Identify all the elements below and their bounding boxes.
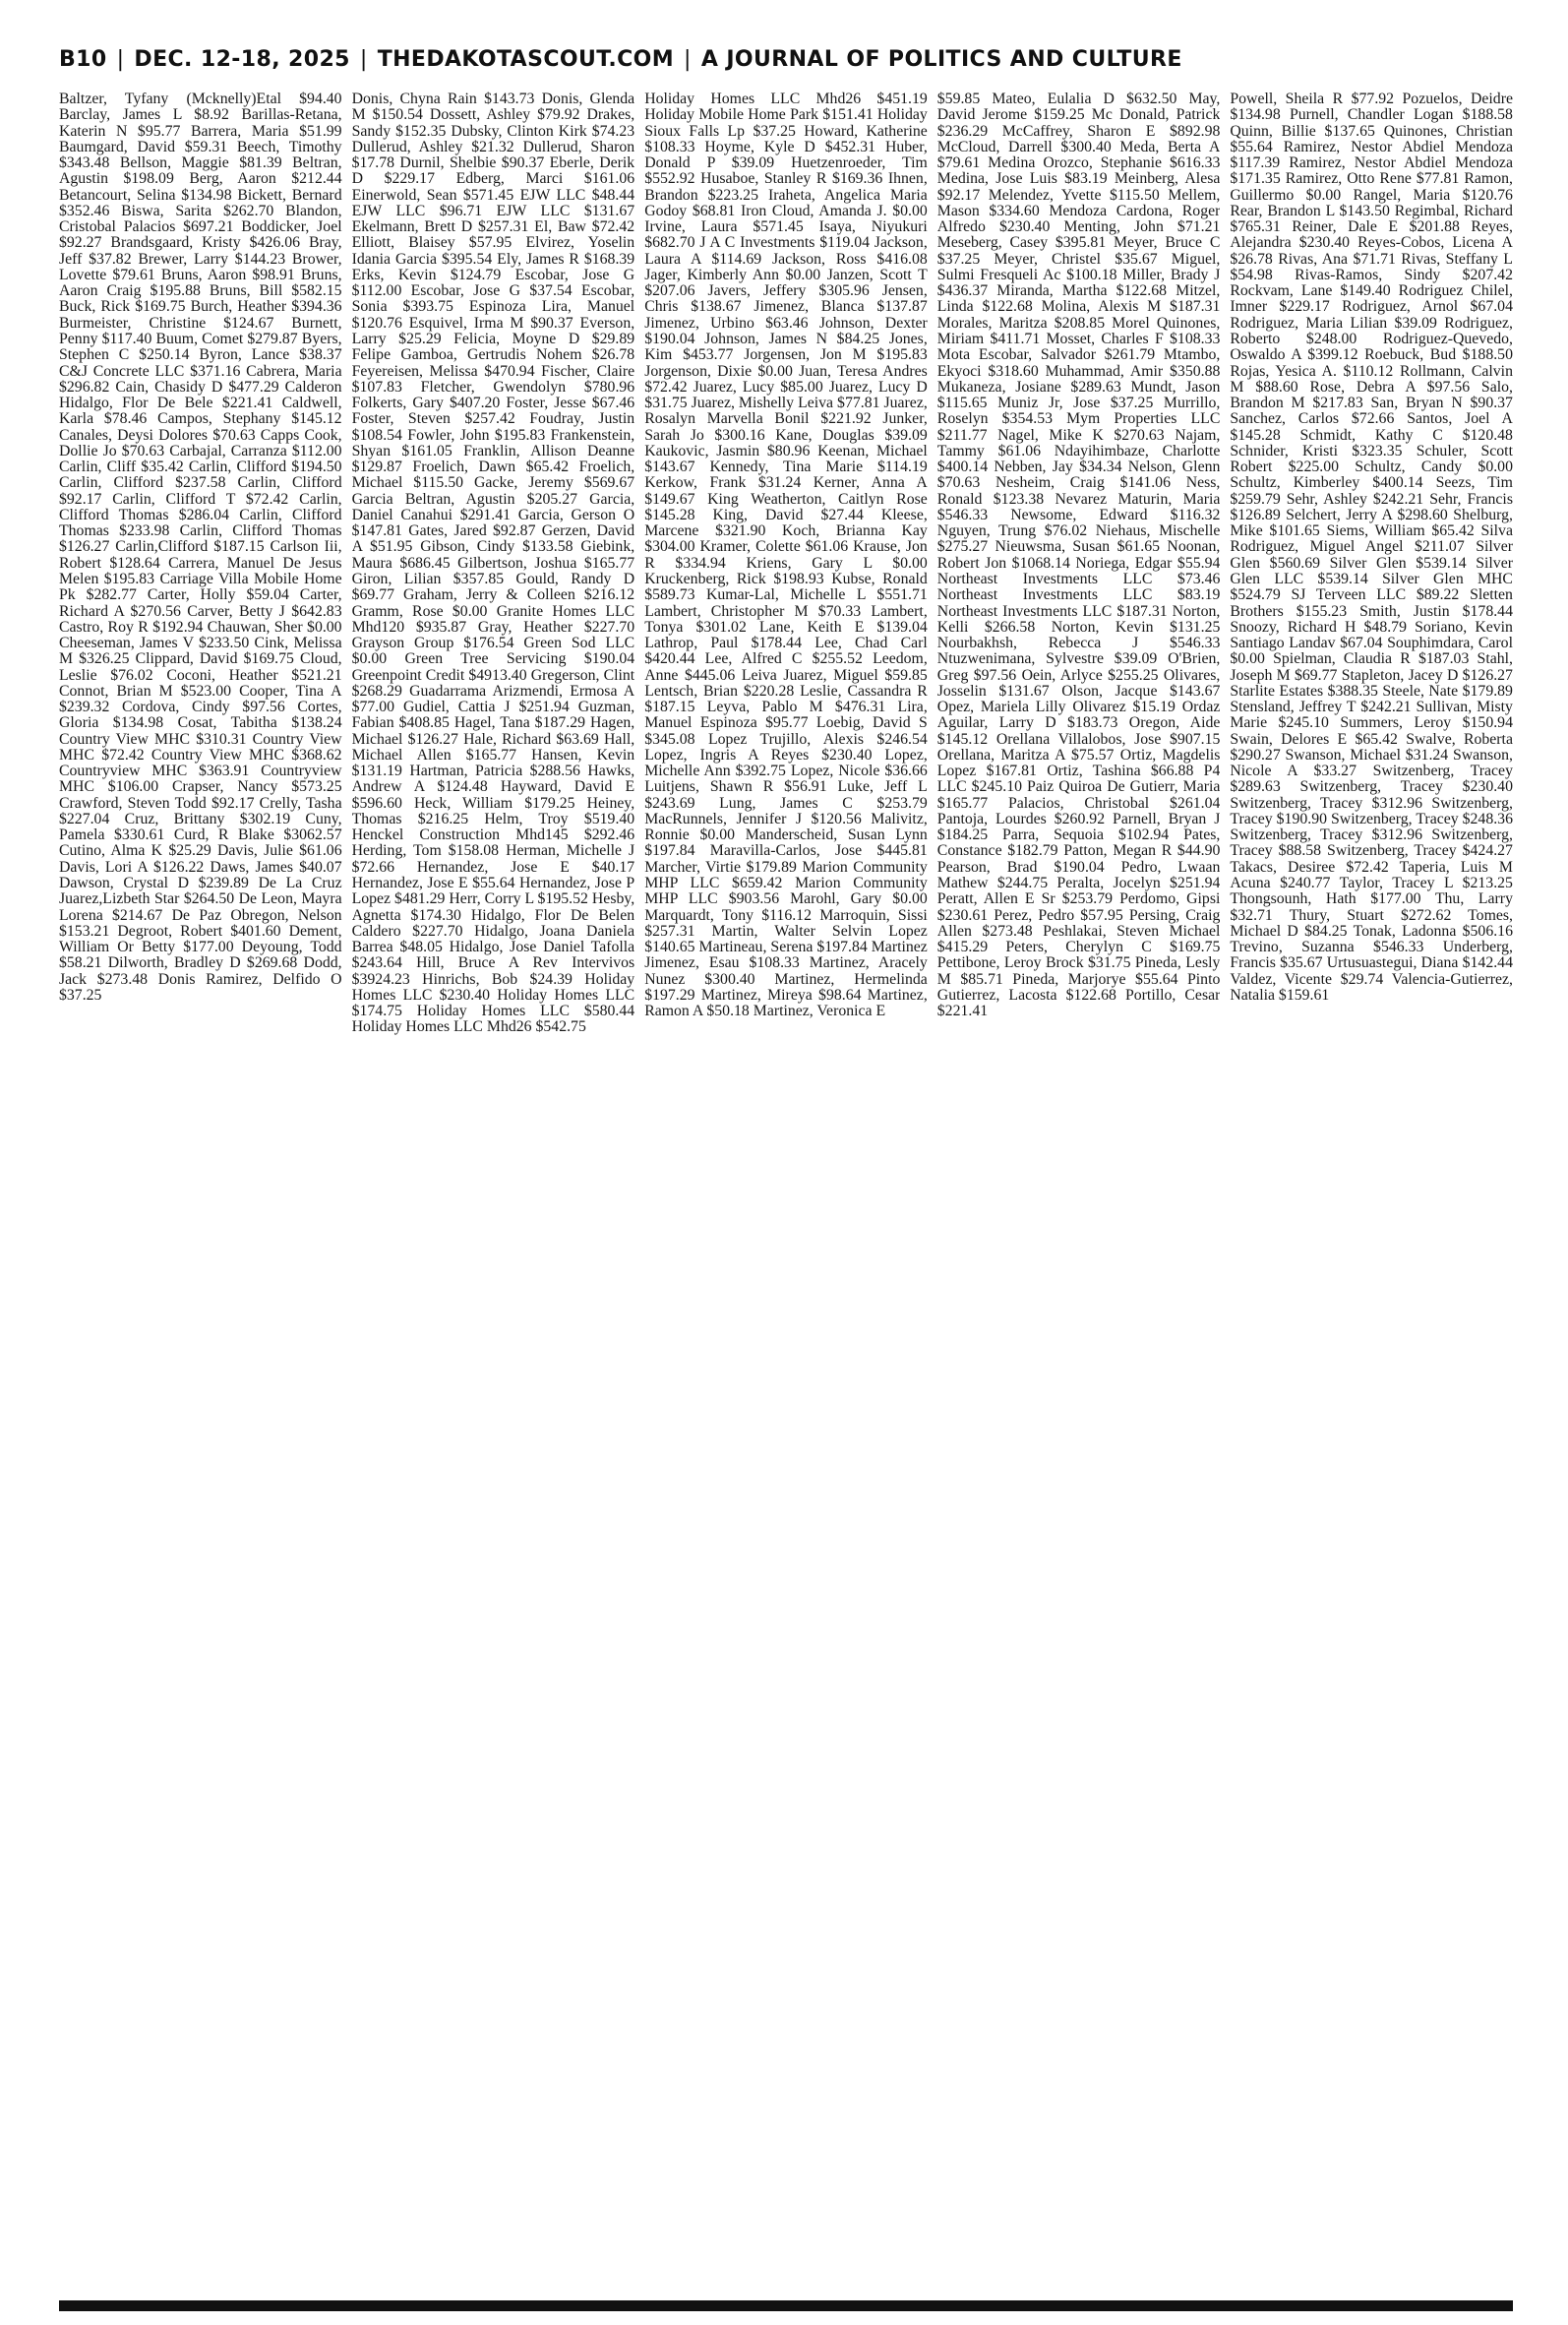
listing-column-1 <box>59 92 342 2291</box>
listing-column-2 <box>352 92 635 2291</box>
listing-columns <box>59 92 1513 2291</box>
header-separator: | <box>359 47 368 72</box>
tagline: A JOURNAL OF POLITICS AND CULTURE <box>700 47 1182 72</box>
column-text: $59.85 Mateo, Eulalia D $632.50 May, David Jerome $159.25 Mc Donald, Patrick $236.29 McCaffrey, Sharon E $892.98 McCloud, Darrell $300.40 Meda, Berta A $79.61 Medina Orozco, Stephanie $616.33 Medina, Jose Luis $83.19 Meinberg, Alesa $92.17 Melendez, Yvette $115.50 Mellem, Mason $334.60 Mendoza Cardona, Roger Alfredo $230.40 Menting, John $71.21 Meseberg, Casey $395.81 Meyer, Bruce C $37.25 Meyer, Christel $35.67 Miguel, Sulmi Fresqueli Ac $100.18 Miller, Brady J $436.37 Miranda, Martha $122.68 Mitzel, Linda $122.68 Molina, Alexis M $187.31 Morales, Maritza $208.85 Morel Quinones, Miriam $411.71 Mosset, Charles F $108.33 Mota Escobar, Salvador $261.79 Mtambo, Ekyoci $318.60 Muhammad, Amir $350.88 Mukaneza, Josiane $289.63 Mundt, Jason $115.65 Muniz Jr, Jose $37.25 Murrillo, Roselyn $354.53 Mym Properties LLC $211.77 Nagel, Mike K $270.63 Najam, Tammy $61.06 Ndayihimbaze, Charlotte $400.14 Nebben, Jay $34.34 Nelson, Glenn $70.63 Nesheim, Craig $141.06 Ness, Ronald $123.38 Nevarez Maturin, Maria $546.33 Newsome, Edward $116.32 Nguyen, Trung $76.02 Niehaus, Mischelle $275.27 Nieuwsma, Susan $61.65 Noonan, Robert Jon $1068.14 Noriega, Edgar $55.94 Northeast Investments LLC $73.46 Northeast Investments LLC $83.19 Northeast Investments LLC $187.31 Norton, Kelli $266.58 Norton, Kevin $131.25 Nourbakhsh, Rebecca J $546.33 Ntuzwenimana, Sylvestre $39.09 O'Brien, Greg $97.56 Oein, Arlyce $255.25 Olivares, Josselin $131.67 Olson, Jacque $143.67 Opez, Mariela Lilly Olivarez $15.19 Ordaz Aguilar, Larry D $183.73 Oregon, Aide $145.12 Orellana Villalobos, Jose $907.15 Orellana, Maritza A $75.57 Ortiz, Magdelis Lopez $167.81 Ortiz, Tashina $66.88 P4 LLC $245.10 Paiz Quiroa De Gutierr, Maria $165.77 Palacios, Christobal $261.04 Pantoja, Lourdes $260.92 Parnell, Bryan J $184.25 Parra, Sequoia $102.94 Pates, Constance $182.79 Patton, Megan R $44.90 Pearson, Brad $190.04 Pedro, Lwaan Mathew $244.75 Peralta, Jocelyn $251.94 Peratt, Allen E Sr $253.79 Perdomo, Gipsi $230.61 Perez, Pedro $57.95 Persing, Craig Allen $273.48 Peshlakai, Steven Michael $415.29 Peters, Cherylyn C $169.75 Pettibone, Leroy Brock $31.75 Pineda, Lesly M $85.71 Pineda, Marjorye $55.64 Pinto Gutierrez, Lacosta $122.68 Portillo, Cesar $221.41 <box>936 92 1221 1020</box>
column-text: Baltzer, Tyfany (Mcknelly)Etal $94.40 Barclay, James L $8.92 Barillas-Retana, Katerin N $95.77 Barrera, Maria $51.99 Baumgard, David $59.31 Beech, Timothy $343.48 Bellson, Maggie $81.39 Beltran, Agustin $198.09 Berg, Aaron $212.44 Betancourt, Selina $134.98 Bickett, Bernard $352.46 Biswa, Sarita $262.70 Blandon, Cristobal Palacios $697.21 Boddicker, Joel $92.27 Brandsgaard, Kristy $426.06 Bray, Jeff $37.82 Brewer, Larry $144.23 Brower, Lovette $79.61 Bruns, Aaron $98.91 Bruns, Aaron Craig $195.88 Bruns, Bill $582.15 Buck, Rick $169.75 Burch, Heather $394.36 Burmeister, Christine $124.67 Burnett, Penny $117.40 Buum, Comet $279.87 Byers, Stephen C $250.14 Byron, Lance $38.37 C&J Concrete LLC $371.16 Cabrera, Maria $296.82 Cain, Chasidy D $477.29 Calderon Hidalgo, Flor De Bele $221.41 Caldwell, Karla $78.46 Campos, Stephany $145.12 Canales, Deysi Dolores $70.63 Capps Cook, Dollie Jo $70.63 Carbajal, Carranza $112.00 Carlin, Cliff $35.42 Carlin, Clifford $194.50 Carlin, Clifford $237.58 Carlin, Clifford $92.17 Carlin, Clifford T $72.42 Carlin, Clifford Thomas $286.04 Carlin, Clifford Thomas $233.98 Carlin, Clifford Thomas $126.27 Carlin,Clifford $187.15 Carlson Iii, Robert $128.64 Carrera, Manuel De Jesus Melen $195.83 Carriage Villa Mobile Home Pk $282.77 Carter, Holly $59.04 Carter, Richard A $270.56 Carver, Betty J $642.83 Castro, Roy R $192.94 Chauwan, Sher $0.00 Cheeseman, James V $233.50 Cink, Melissa M $326.25 Clippard, David $169.75 Cloud, Leslie $76.02 Coconi, Heather $521.21 Connot, Brian M $523.00 Cooper, Tina A $239.32 Cordova, Cindy $97.56 Cortes, Gloria $134.98 Cosat, Tabitha $138.24 Country View MHC $310.31 Country View MHC $72.42 Country View MHC $368.62 Countryview MHC $363.91 Countryview MHC $106.00 Crapser, Nancy $573.25 Crawford, Steven Todd $92.17 Crelly, Tasha $227.04 Cruz, Brittany $302.19 Cuny, Pamela $330.61 Curd, R Blake $3062.57 Cutino, Alma K $25.29 Davis, Julie $61.06 Davis, Lori A $126.22 Daws, James $40.07 Dawson, Crystal D $239.89 De La Cruz Juarez,Lizbeth Star $264.50 De Leon, Mayra Lorena $214.67 De Paz Obregon, Nelson $153.21 Degroot, Robert $401.60 Dement, William Or Betty $177.00 Deyoung, Todd $58.21 Dilworth, Bradley D $269.68 Dodd, Jack $273.48 Donis Ramirez, Delfido O $37.25 <box>59 92 342 1004</box>
listing-column-5 <box>1230 92 1513 2291</box>
column-text: Donis, Chyna Rain $143.73 Donis, Glenda M $150.54 Dossett, Ashley $79.92 Drakes, Sandy $152.35 Dubsky, Clinton Kirk $74.23 Dullerud, Ashley $21.32 Dullerud, Sharon $17.78 Durnil, Shelbie $90.37 Eberle, Derik D $229.17 Edberg, Marci $161.06 Einerwold, Sean $571.45 EJW LLC $48.44 EJW LLC $96.71 EJW LLC $131.67 Ekelmann, Brett D $257.31 El, Baw $72.42 Elliott, Blaisey $57.95 Elvirez, Yoselin Idania Garcia $395.54 Ely, James R $168.39 Erks, Kevin $124.79 Escobar, Jose G $112.00 Escobar, Jose G $37.54 Escobar, Sonia $393.75 Espinoza Lira, Manuel $120.76 Esquivel, Irma M $90.37 Everson, Larry $25.29 Felicia, Moyne D $29.89 Felipe Gamboa, Gertrudis Nohem $26.78 Feyereisen, Melissa $470.94 Fischer, Claire $107.83 Fletcher, Gwendolyn $780.96 Folkerts, Gary $407.20 Foster, Jesse $67.46 Foster, Steven $257.42 Foudray, Justin $108.54 Fowler, John $195.83 Frankenstein, Shyan $161.05 Franklin, Allison Deanne $129.87 Froelich, Dawn $65.42 Froelich, Michael $115.50 Gacke, Jeremy $569.67 Garcia Beltran, Agustin $205.27 Garcia, Daniel Canahui $291.41 Garcia, Gerson O $147.81 Gates, Jared $92.87 Gerzen, David A $51.95 Gibson, Cindy $133.58 Giebink, Maura $686.45 Gilbertson, Joshua $165.77 Giron, Lilian $357.85 Gould, Randy D $69.77 Graham, Jerry & Colleen $216.12 Gramm, Rose $0.00 Granite Homes LLC Mhd120 $935.87 Gray, Heather $227.70 Grayson Group $176.54 Green Sod LLC $0.00 Green Tree Servicing $190.04 Greenpoint Credit $4913.40 Gregerson, Clint $268.29 Guadarrama Arizmendi, Ermosa A $77.00 Gudiel, Cattia J $251.94 Guzman, Fabian $408.85 Hagel, Tana $187.29 Hagen, Michael $126.27 Hale, Richard $63.69 Hall, Michael Allen $165.77 Hansen, Kevin $131.19 Hartman, Patricia $288.56 Hawks, Andrew A $124.48 Hayward, David E $596.60 Heck, William $179.25 Heiney, Thomas $216.25 Helm, Troy $519.40 Henckel Construction Mhd145 $292.46 Herding, Tom $158.08 Herman, Michelle J $72.66 Hernandez, Jose E $40.17 Hernandez, Jose E $55.64 Hernandez, Jose P Lopez $481.29 Herr, Corry L $195.52 Hesby, Agnetta $174.30 Hidalgo, Flor De Belen Caldero $227.70 Hidalgo, Joana Daniela Barrea $48.05 Hidalgo, Jose Daniel Tafolla $243.64 Hill, Bruce A Rev Intervivos $3924.23 Hinrichs, Bob $24.39 Holiday Homes LLC $230.40 Holiday Homes LLC $174.75 Holiday Homes LLC $580.44 Holiday Homes LLC Mhd26 $542.75 <box>351 92 635 1036</box>
header-separator: | <box>684 47 692 72</box>
listing-column-4 <box>937 92 1221 2291</box>
listing-column-3 <box>644 92 928 2291</box>
issue-date: DEC. 12-18, 2025 <box>134 47 350 72</box>
column-text: Holiday Homes LLC Mhd26 $451.19 Holiday Mobile Home Park $151.41 Holiday Sioux Falls Lp $37.25 Howard, Katherine $108.33 Hoyme, Kyle D $452.31 Huber, Donald P $39.09 Huetzenroeder, Tim $552.92 Husaboe, Stanley R $169.36 Ihnen, Brandon $223.25 Iraheta, Angelica Maria Godoy $68.81 Iron Cloud, Amanda J. $0.00 Irvine, Laura $571.45 Isaya, Niyukuri $682.70 J A C Investments $119.04 Jackson, Laura A $114.69 Jackson, Ross $416.08 Jager, Kimberly Ann $0.00 Janzen, Scott T $207.06 Javers, Jeffery $305.96 Jensen, Chris $138.67 Jimenez, Blanca $137.87 Jimenez, Urbino $63.46 Johnson, Dexter $190.04 Johnson, James N $84.25 Jones, Kim $453.77 Jorgensen, Jon M $195.83 Jorgenson, Dixie $0.00 Juan, Teresa Andres $72.42 Juarez, Lucy $85.00 Juarez, Lucy D $31.75 Juarez, Mishelly Leiva $77.81 Juarez, Rosalyn Marvella Bonil $221.92 Junker, Sarah Jo $300.16 Kane, Douglas $39.09 Kaukovic, Jasmin $80.96 Keenan, Michael $143.67 Kennedy, Tina Marie $114.19 Kerkow, Frank $31.24 Kerner, Anna A $149.67 King Weatherton, Caitlyn Rose $145.28 King, David $27.44 Kleese, Marcene $321.90 Koch, Brianna Kay $304.00 Kramer, Colette $61.06 Krause, Jon R $334.94 Kriens, Gary L $0.00 Kruckenberg, Rick $198.93 Kubse, Ronald $589.73 Kumar-Lal, Michelle L $551.71 Lambert, Christopher M $70.33 Lambert, Tonya $301.02 Lane, Keith E $139.04 Lathrop, Paul $178.44 Lee, Chad Carl $420.44 Lee, Alfred C $255.52 Leedom, Anne $445.06 Leiva Juarez, Miguel $59.85 Lentsch, Brian $220.28 Leslie, Cassandra R $187.15 Leyva, Pablo M $476.31 Lira, Manuel Espinoza $95.77 Loebig, David S $345.08 Lopez Trujillo, Alexis $246.54 Lopez, Ingris A Reyes $230.40 Lopez, Michelle Ann $392.75 Lopez, Nicole $36.66 Luitjens, Shawn R $56.91 Luke, Jeff L $243.69 Lung, James C $253.79 MacRunnels, Jennifer J $120.56 Malivitz, Ronnie $0.00 Manderscheid, Susan Lynn $197.84 Maravilla-Carlos, Jose $445.81 Marcher, Virtie $179.89 Marion Community MHP LLC $659.42 Marion Community MHP LLC $903.56 Marohl, Gary $0.00 Marquardt, Tony $116.12 Marroquin, Sissi $257.31 Martin, Walter Selvin Lopez $140.65 Martineau, Serena $197.84 Martinez Jimenez, Esau $108.33 Martinez, Aracely Nunez $300.40 Martinez, Hermelinda $197.29 Martinez, Mireya $98.64 Martinez, Ramon A $50.18 Martinez, Veronica E <box>644 92 928 1020</box>
page-number: B10 <box>59 47 107 72</box>
column-text: Powell, Sheila R $77.92 Pozuelos, Deidre $134.98 Purnell, Chandler Logan $188.58 Quinn, Billie $137.65 Quinones, Christian $55.64 Ramirez, Nestor Abdiel Mendoza $117.39 Ramirez, Nestor Abdiel Mendoza $171.35 Ramirez, Otto Rene $77.81 Ramon, Guillermo $0.00 Rangel, Maria $120.76 Rear, Brandon L $143.50 Regimbal, Richard $765.31 Reiner, Dale E $201.88 Reyes, Alejandra $230.40 Reyes-Cobos, Licena A $26.78 Rivas, Ana $71.71 Rivas, Steffany L $54.98 Rivas-Ramos, Sindy $207.42 Rockvam, Lane $149.40 Rodriguez Chilel, Imner $229.17 Rodriguez, Arnol $67.04 Rodriguez, Maria Lilian $39.09 Rodriguez, Roberto $248.00 Rodriguez-Quevedo, Oswaldo A $399.12 Roebuck, Bud $188.50 Rojas, Yesica A. $110.12 Rollmann, Calvin M $88.60 Rose, Debra A $97.56 Salo, Brandon M $217.83 San, Bryan N $90.37 Sanchez, Carlos $72.66 Santos, Joel A $145.28 Schmidt, Kathy C $120.48 Schnider, Kristi $323.35 Schuler, Scott Robert $225.00 Schultz, Candy $0.00 Schultz, Kimberley $400.14 Seezs, Tim $259.79 Sehr, Ashley $242.21 Sehr, Francis $126.89 Selchert, Jerry A $298.60 Shelburg, Mike $101.65 Siems, William $65.42 Silva Rodriguez, Miguel Angel $211.07 Silver Glen $560.69 Silver Glen $539.14 Silver Glen LLC $539.14 Silver Glen MHC $524.79 SJ Terveen LLC $89.22 Sletten Brothers $155.23 Smith, Justin $178.44 Snoozy, Richard H $48.79 Soriano, Kevin Santiago Landav $67.04 Souphimdara, Carol $0.00 Spielman, Claudia R $187.03 Stahl, Joseph M $69.77 Stapleton, Jacey D $126.27 Starlite Estates $388.35 Steele, Nate $179.89 Stensland, Jeffrey T $242.21 Sullivan, Misty Marie $245.10 Summers, Leroy $150.94 Swain, Delores E $65.42 Swalve, Roberta $290.27 Swanson, Michael $31.24 Swanson, Nicole A $33.27 Switzenberg, Tracey $289.63 Switzenberg, Tracey $230.40 Switzenberg, Tracey $312.96 Switzenberg, Tracey $190.90 Switzenberg, Tracey $248.36 Switzenberg, Tracey $312.96 Switzenberg, Tracey $88.58 Switzenberg, Tracey $424.27 Takacs, Desiree $72.42 Taperia, Luis M Acuna $240.77 Taylor, Tracey L $213.25 Thongsounh, Hath $177.00 Thu, Larry $32.71 Thury, Stuart $272.62 Tomes, Michael D $84.25 Tonak, Ladonna $506.16 Trevino, Suzanna $546.33 Underberg, Francis $35.67 Urtusuastegui, Diana $142.44 Valdez, Vicente $29.74 Valencia-Gutierrez, Natalia $159.61 <box>1230 92 1513 1004</box>
page-header <box>59 47 1515 72</box>
footer-rule <box>59 2300 1513 2311</box>
site-name: THEDAKOTASCOUT.COM <box>377 47 675 72</box>
header-separator: | <box>116 47 125 72</box>
